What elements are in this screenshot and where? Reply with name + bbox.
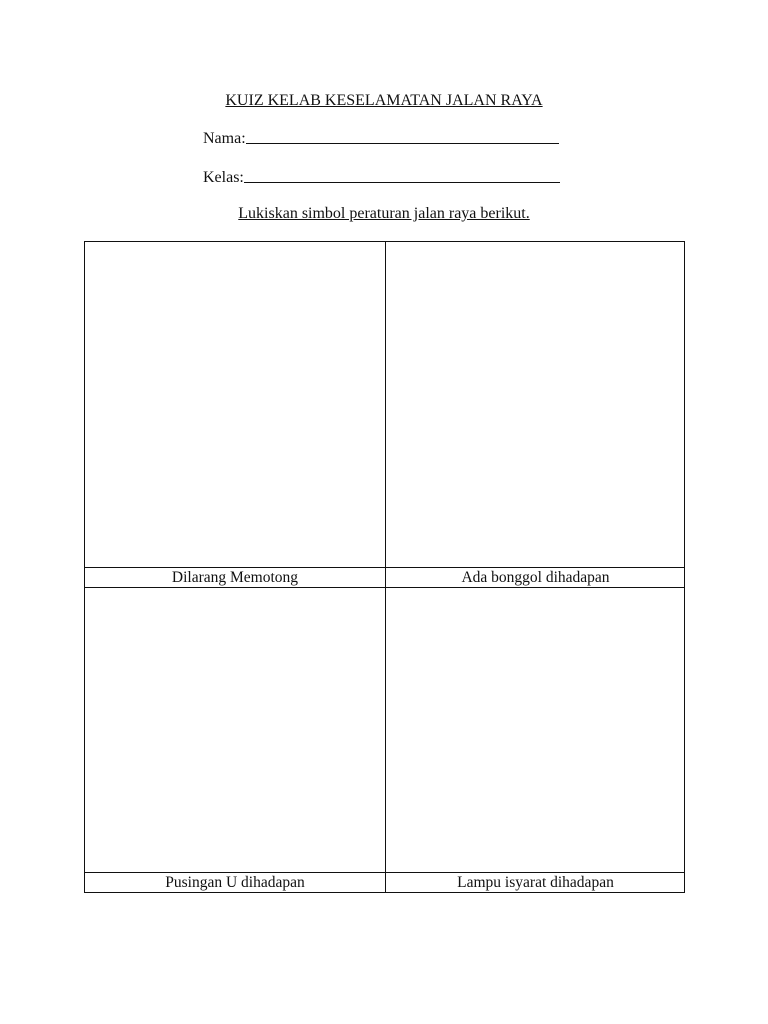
caption-dilarang-memotong: Dilarang Memotong bbox=[85, 567, 385, 588]
name-field[interactable] bbox=[203, 130, 559, 148]
drawing-grid bbox=[84, 241, 685, 893]
draw-area-dilarang-memotong[interactable] bbox=[85, 242, 385, 567]
draw-area-ada-bonggol[interactable] bbox=[386, 242, 685, 567]
name-blank-line[interactable] bbox=[246, 142, 559, 144]
class-label: Kelas: bbox=[203, 169, 244, 186]
name-label: Nama: bbox=[203, 130, 246, 147]
draw-area-lampu-isyarat[interactable] bbox=[386, 588, 685, 872]
caption-ada-bonggol: Ada bonggol dihadapan bbox=[386, 567, 685, 588]
instruction bbox=[0, 205, 768, 223]
class-blank-line[interactable] bbox=[244, 181, 560, 183]
instruction-text: Lukiskan simbol peraturan jalan raya berikut. bbox=[238, 205, 530, 222]
caption-pusingan-u: Pusingan U dihadapan bbox=[85, 872, 385, 892]
class-field[interactable] bbox=[203, 169, 560, 187]
worksheet-title bbox=[0, 92, 768, 110]
draw-area-pusingan-u[interactable] bbox=[85, 588, 385, 872]
caption-lampu-isyarat: Lampu isyarat dihadapan bbox=[386, 872, 685, 892]
worksheet-title-text: KUIZ KELAB KESELAMATAN JALAN RAYA bbox=[225, 92, 543, 109]
